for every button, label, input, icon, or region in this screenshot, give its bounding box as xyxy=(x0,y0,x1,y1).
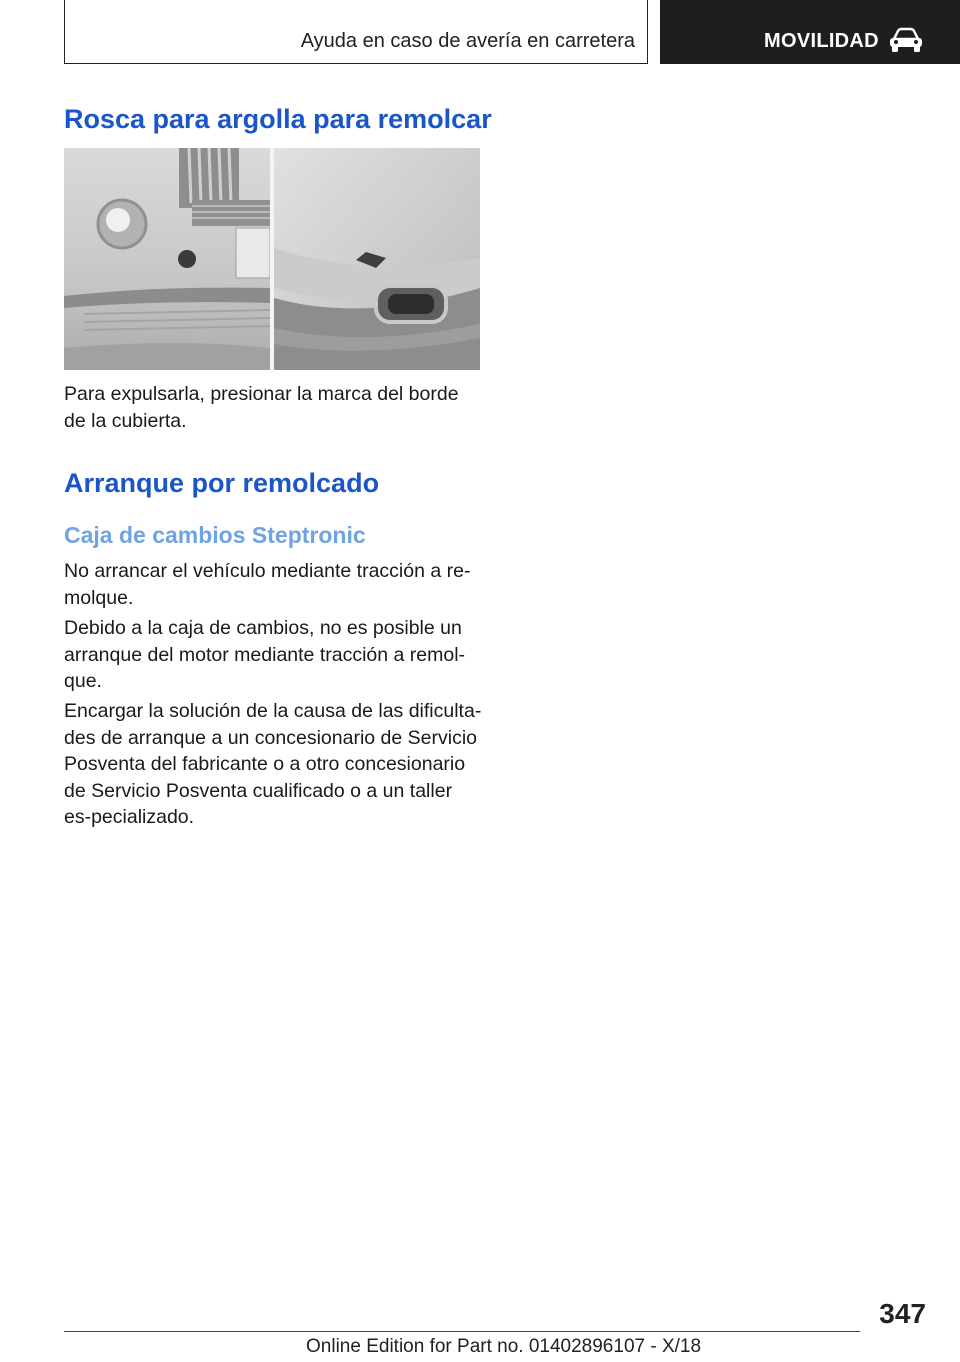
footer-edition: Online Edition for Part no. 01402896107 - X/18 xyxy=(306,1336,702,1357)
heading-tow-start: Arranque por remolcado xyxy=(64,468,380,498)
chapter-tab xyxy=(660,0,960,64)
heading-steptronic: Caja de cambios Steptronic xyxy=(64,522,366,548)
page-number: 347 xyxy=(879,1298,926,1329)
paragraph-2: Debido a la caja de cambios, no es posible un arranque del motor mediante tracción a remol-que. xyxy=(64,617,466,692)
car-icon xyxy=(888,27,924,53)
paragraph-1: No arrancar el vehículo mediante tracción a re-molque. xyxy=(64,560,471,609)
chapter-title: MOVILIDAD xyxy=(764,30,879,52)
header-section-box xyxy=(64,0,648,64)
image-caption: Para expulsarla, presionar la marca del borde de la cubierta. xyxy=(64,383,459,432)
heading-tow-thread: Rosca para argolla para remolcar xyxy=(64,104,492,134)
bumper-photo xyxy=(64,148,480,370)
paragraph-3: Encargar la solución de la causa de las dificulta-des de arranque a un concesionario de Servicio Posventa del fabricante o a otro concesionario de Servicio Posventa cualificado o a un taller es-pecializado. xyxy=(64,700,482,828)
footer-divider xyxy=(64,1331,860,1332)
section-title: Ayuda en caso de avería en carretera xyxy=(300,30,635,52)
